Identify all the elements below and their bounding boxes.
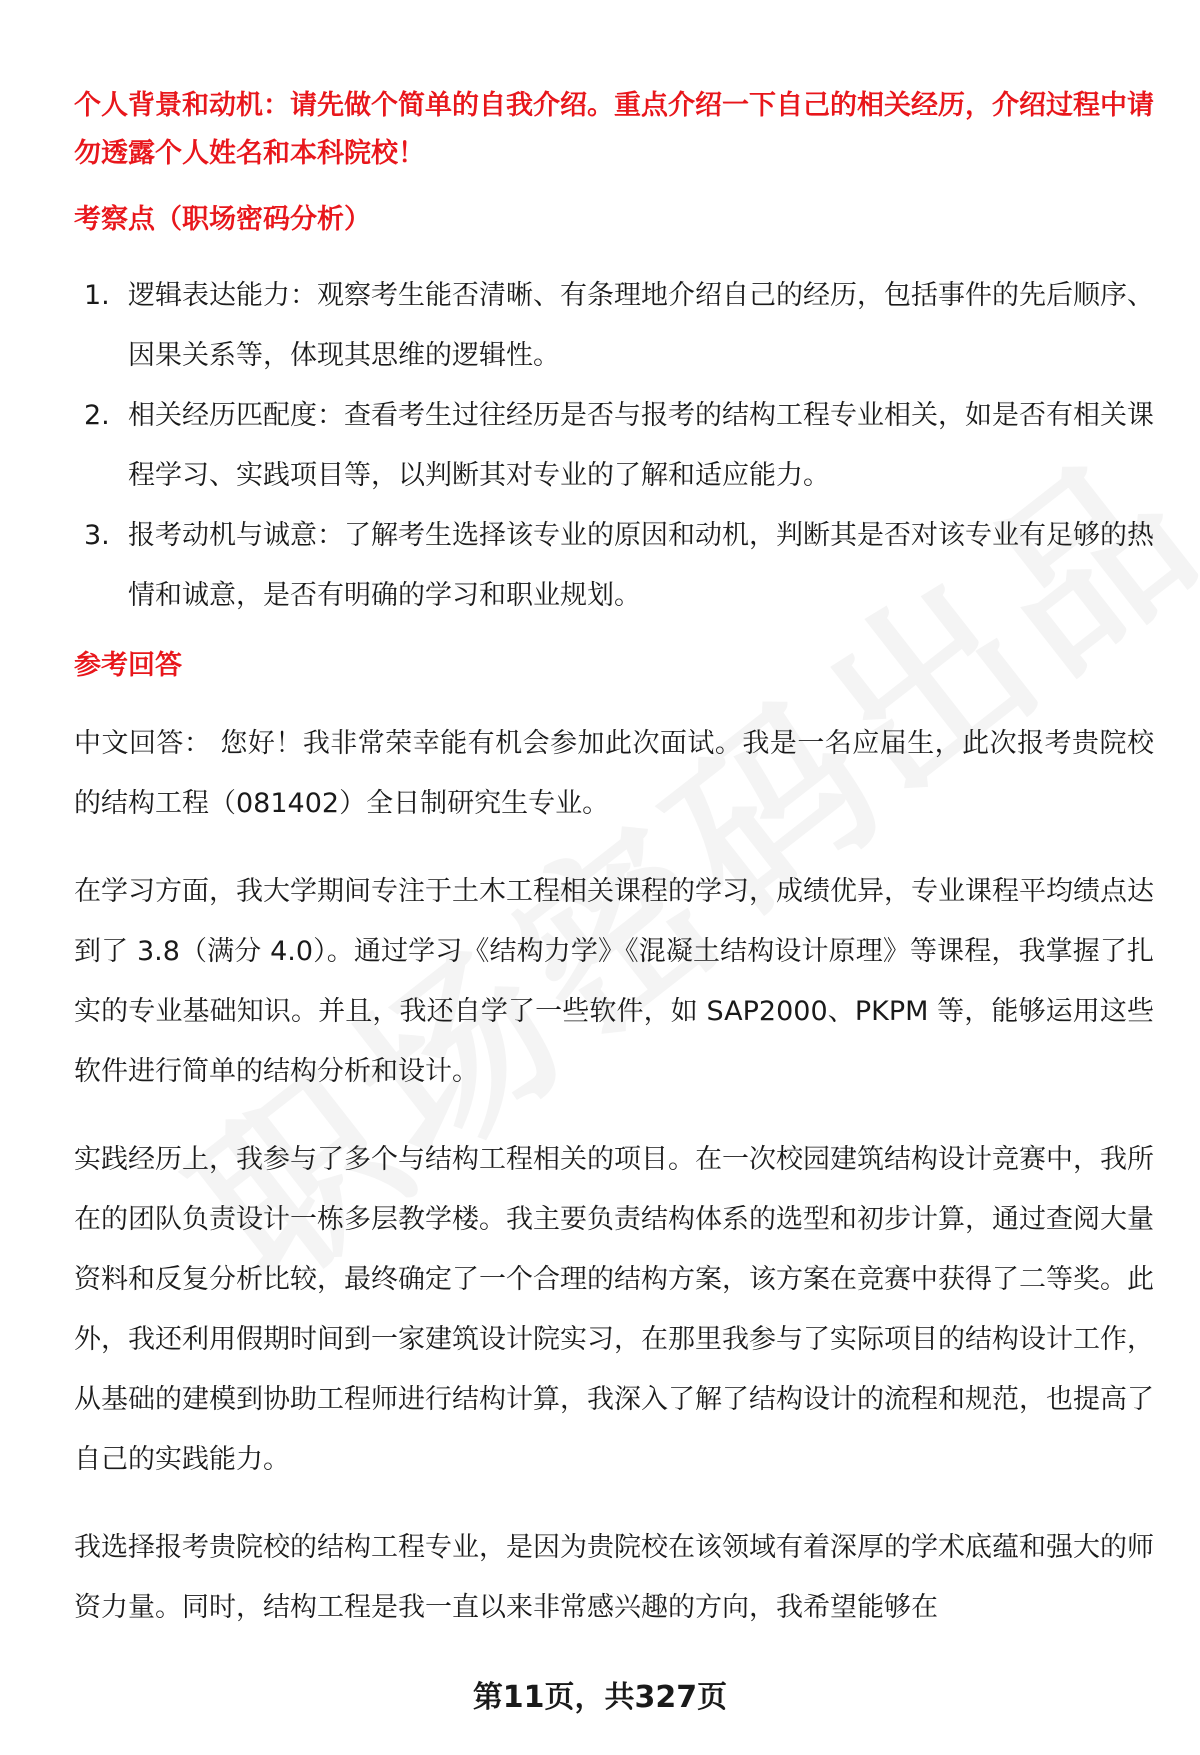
question-heading: 个人背景和动机：请先做个简单的自我介绍。重点介绍一下自己的相关经历，介绍过程中请勿透露个人姓名和本科院校！	[74, 90, 1154, 169]
page-footer: 第11页，共327页	[472, 1680, 728, 1715]
points-heading: 考察点（职场密码分析）	[74, 204, 371, 235]
document-body	[74, 82, 1154, 1666]
list-text: 报考动机与诚意：了解考生选择该专业的原因和动机，判断其是否对该专业有足够的热情和诚意，是否有明确的学习和职业规划。	[128, 520, 1154, 611]
list-number: 2.	[84, 400, 110, 431]
points-list	[74, 266, 1154, 626]
paragraph: 中文回答： 您好！我非常荣幸能有机会参加此次面试。我是一名应届生，此次报考贵院校的结构工程（081402）全日制研究生专业。	[74, 728, 1154, 819]
answer-heading: 参考回答	[74, 650, 182, 681]
paragraph: 实践经历上，我参与了多个与结构工程相关的项目。在一次校园建筑结构设计竞赛中，我所在的团队负责设计一栋多层教学楼。我主要负责结构体系的选型和初步计算，通过查阅大量资料和反复分析比较，最终确定了一个合理的结构方案，该方案在竞赛中获得了二等奖。此外，我还利用假期时间到一家建筑设计院实习，在那里我参与了实际项目的结构设计工作，从基础的建模到协助工程师进行结构计算，我深入了解了结构设计的流程和规范，也提高了自己的实践能力。	[74, 1144, 1154, 1475]
list-number: 3.	[84, 520, 110, 551]
paragraph: 在学习方面，我大学期间专注于土木工程相关课程的学习，成绩优异，专业课程平均绩点达到了 3.8（满分 4.0）。通过学习《结构力学》《混凝土结构设计原理》等课程，我掌握了扎实的专业基础知识。并且，我还自学了一些软件，如 SAP2000、PKPM 等，能够运用这些软件进行简单的结构分析和设计。	[74, 876, 1154, 1087]
list-item	[74, 506, 1154, 626]
list-item	[74, 266, 1154, 386]
paragraph: 我选择报考贵院校的结构工程专业，是因为贵院校在该领域有着深厚的学术底蕴和强大的师资力量。同时，结构工程是我一直以来非常感兴趣的方向，我希望能够在	[74, 1532, 1154, 1623]
list-item	[74, 386, 1154, 506]
list-number: 1.	[84, 280, 110, 311]
list-text: 相关经历匹配度：查看考生过往经历是否与报考的结构工程专业相关，如是否有相关课程学习、实践项目等，以判断其对专业的了解和适应能力。	[128, 400, 1154, 491]
list-text: 逻辑表达能力：观察考生能否清晰、有条理地介绍自己的经历，包括事件的先后顺序、因果关系等，体现其思维的逻辑性。	[128, 280, 1154, 371]
